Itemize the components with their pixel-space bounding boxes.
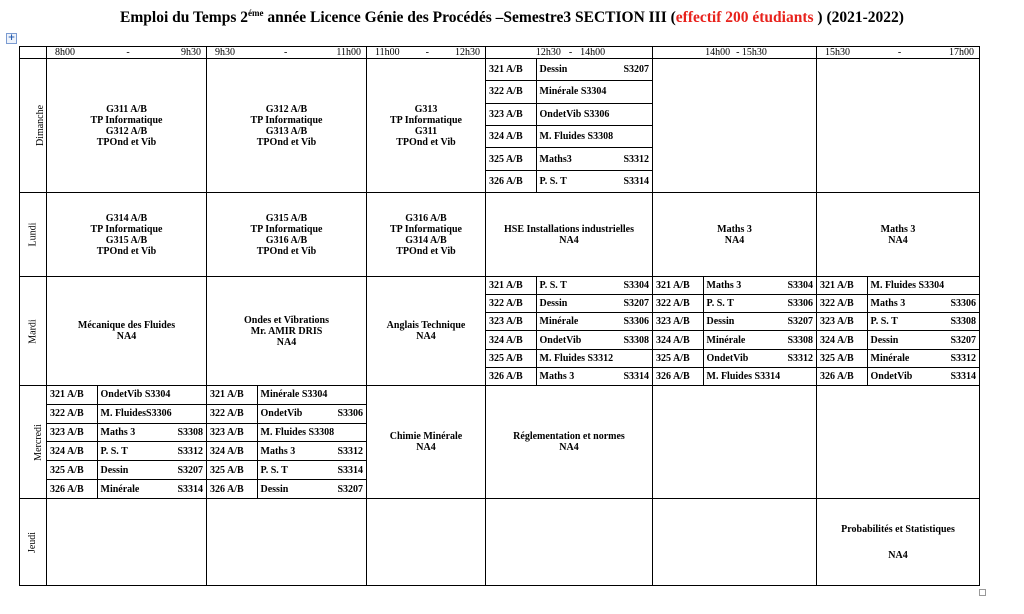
group-row: 321 A/B OndetVib S3304 (47, 386, 206, 404)
empty-cell (653, 59, 817, 193)
session-cell: Maths 3 NA4 (817, 193, 980, 277)
header-corner (20, 47, 47, 59)
empty-cell (817, 59, 980, 193)
group-row: 322 A/B Dessin S3207 (486, 295, 652, 313)
time-slot-header: 15h30 - 17h00 (817, 47, 980, 59)
group-row: 324 A/B Minérale S3308 (653, 331, 816, 349)
group-row: 323 A/B Dessin S3207 (653, 313, 816, 331)
group-row: 324 A/B Dessin S3207 (817, 331, 979, 349)
session-cell: Maths 3 NA4 (653, 193, 817, 277)
group-schedule-cell (207, 386, 367, 499)
day-row-mardi (20, 277, 980, 386)
group-row: 322 A/B OndetVib S3306 (207, 404, 366, 423)
group-row: 322 A/B M. FluidesS3306 (47, 404, 206, 423)
group-row: 323 A/B Maths 3 S3308 (47, 423, 206, 442)
group-schedule-cell (486, 59, 653, 193)
header-row (20, 47, 980, 59)
group-row: 321 A/B Dessin S3207 (486, 59, 652, 81)
session-cell: G312 A/B TP Informatique G313 A/B TPOnd et Vib (207, 59, 367, 193)
group-row: 322 A/B Minérale S3304 (486, 81, 652, 103)
group-row: 326 A/B Maths 3 S3314 (486, 367, 652, 385)
group-row: 326 A/B OndetVib S3314 (817, 367, 979, 385)
empty-cell (653, 386, 817, 499)
timetable (19, 46, 980, 586)
group-schedule-cell (486, 277, 653, 386)
group-row: 321 A/B P. S. T S3304 (486, 277, 652, 295)
group-row: 324 A/B P. S. T S3312 (47, 442, 206, 461)
group-row: 325 A/B Dessin S3207 (47, 461, 206, 480)
group-row: 324 A/B M. Fluides S3308 (486, 125, 652, 147)
session-cell: G316 A/B TP Informatique G314 A/B TPOnd et Vib (367, 193, 486, 277)
group-row: 321 A/B M. Fluides S3304 (817, 277, 979, 295)
empty-cell (817, 386, 980, 499)
group-row: 323 A/B P. S. T S3308 (817, 313, 979, 331)
group-row: 325 A/B OndetVib S3312 (653, 349, 816, 367)
table-end-marker (979, 589, 986, 596)
group-row: 323 A/B OndetVib S3306 (486, 103, 652, 125)
time-slot-header: 9h30 - 11h00 (207, 47, 367, 59)
empty-cell (47, 499, 207, 586)
group-row: 321 A/B Maths 3 S3304 (653, 277, 816, 295)
session-cell: HSE Installations industrielles NA4 (486, 193, 653, 277)
day-label: Jeudi (20, 499, 47, 586)
group-row: 325 A/B Maths3 S3312 (486, 148, 652, 170)
session-cell: Réglementation et normes NA4 (486, 386, 653, 499)
group-row: 325 A/B Minérale S3312 (817, 349, 979, 367)
group-row: 326 A/B P. S. T S3314 (486, 170, 652, 192)
group-schedule-cell (653, 277, 817, 386)
group-row: 322 A/B Maths 3 S3306 (817, 295, 979, 313)
day-row-lundi (20, 193, 980, 277)
session-cell: Mécanique des Fluides NA4 (47, 277, 207, 386)
group-schedule-cell (47, 386, 207, 499)
group-row: 322 A/B P. S. T S3306 (653, 295, 816, 313)
group-row: 325 A/B M. Fluides S3312 (486, 349, 652, 367)
day-row-jeudi (20, 499, 980, 586)
time-slot-header: 8h00 - 9h30 (47, 47, 207, 59)
empty-cell (486, 499, 653, 586)
time-slot-header: 11h00 - 12h30 (367, 47, 486, 59)
group-row: 324 A/B Maths 3 S3312 (207, 442, 366, 461)
table-move-handle-icon[interactable]: + (7, 33, 16, 43)
group-row: 326 A/B M. Fluides S3314 (653, 367, 816, 385)
empty-cell (653, 499, 817, 586)
group-list (47, 386, 206, 498)
group-list (207, 386, 366, 498)
day-label: Mardi (20, 277, 47, 386)
group-row: 323 A/B M. Fluides S3308 (207, 423, 366, 442)
session-cell: Chimie Minérale NA4 (367, 386, 486, 499)
day-label: Dimanche (20, 59, 47, 193)
empty-cell (207, 499, 367, 586)
session-cell: Ondes et Vibrations Mr. AMIR DRIS NA4 (207, 277, 367, 386)
empty-cell (367, 499, 486, 586)
day-label: Mercredi (20, 386, 47, 499)
session-cell: G313 TP Informatique G311 TPOnd et Vib (367, 59, 486, 193)
group-list (653, 277, 816, 385)
session-cell: G311 A/B TP Informatique G312 A/B TPOnd et Vib (47, 59, 207, 193)
time-slot-header: 12h30 - 14h00 (486, 47, 653, 59)
group-schedule-cell (817, 277, 980, 386)
group-list (486, 277, 652, 385)
group-row: 326 A/B Minérale S3314 (47, 480, 206, 498)
page-title: Emploi du Temps $2^{éme}$ année Licence Génie des Procédés –Semestre3 SECTION III (effectif 200 étudiants ) (2021-2022) (120, 8, 904, 27)
group-list (817, 277, 979, 385)
group-list (486, 59, 652, 192)
group-row: 325 A/B P. S. T S3314 (207, 461, 366, 480)
day-row-dimanche (20, 59, 980, 193)
session-cell: Probabilités et Statistiques NA4 (817, 499, 980, 586)
time-slot-header: 14h00 - 15h30 (653, 47, 817, 59)
group-row: 323 A/B Minérale S3306 (486, 313, 652, 331)
day-label: Lundi (20, 193, 47, 277)
session-cell: G315 A/B TP Informatique G316 A/B TPOnd et Vib (207, 193, 367, 277)
group-row: 321 A/B Minérale S3304 (207, 386, 366, 404)
day-row-mercredi (20, 386, 980, 499)
group-row: 324 A/B OndetVib S3308 (486, 331, 652, 349)
session-cell: Anglais Technique NA4 (367, 277, 486, 386)
session-cell: G314 A/B TP Informatique G315 A/B TPOnd et Vib (47, 193, 207, 277)
group-row: 326 A/B Dessin S3207 (207, 480, 366, 498)
student-count-highlight: effectif 200 étudiants (675, 9, 814, 27)
